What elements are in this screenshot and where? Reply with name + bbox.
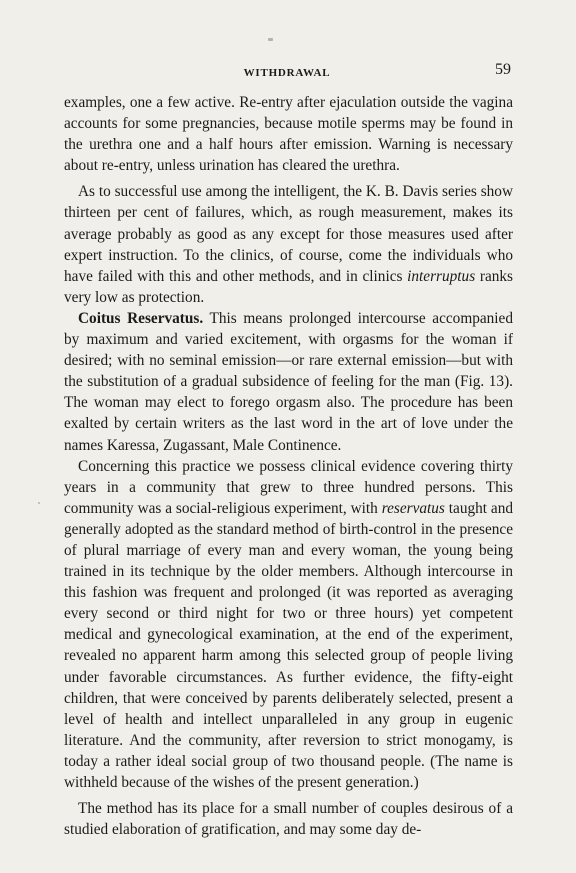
paragraph-text: examples, one a few active. Re-entry after ejaculation outside the vagina accounts for some pregnancies, because motile sperms may be found in the urethra one and a half hours after emission. Warning is necessary about re-entry, unless urination has cleared the urethra.: [64, 94, 513, 175]
paragraph-method-place: [64, 798, 513, 840]
paragraph-coitus-reservatus: [64, 308, 513, 456]
paragraph-text: As to successful use among the intelligent, the K. B. Davis series show thirteen per cent of failures, which, as rough measurement, makes its average probably as good as any except for those measures used after expert instruction. To the clinics, of course, come the individuals who have failed with this and other methods, and in clinics: [64, 183, 513, 285]
paper-speck: [268, 38, 273, 41]
paragraph-text: The method has its place for a small number of couples desirous of a studied elaboration of gratification, and may some day de-: [64, 800, 513, 839]
paragraph-text: taught and generally adopted as the standard method of birth-control in the presence of plural marriage of every man and every woman, the young being trained in its technique by the older members. Although intercourse in this fashion was frequent and prolonged (it was reported as averaging every second or third night for two or three hours) yet competent medical and gynecological examination, at the end of the experiment, revealed no apparent harm among this selected group of people living under favorable circumstances. As further evidence, the fifty-eight children, that were conceived by parents deliberately selected, present a level of health and intellect unparalleled in any group in eugenic literature. And the community, after reversion to strict monogamy, is today a rather ideal social group of two thousand people. (The name is withheld because of the wishes of the present generation.): [64, 499, 513, 791]
paragraph-text: This means prolonged intercourse accompanied by maximum and varied excitement, with orgasms for the woman if desired; with no seminal emission—or rare external emission—but with the substitution of a gradual subsidence of feeling for the man (Fig. 13). The woman may elect to forego orgasm also. The procedure has been exalted by certain writers as the last word in the art of love under the names Karessa, Zugassant, Male Continence.: [64, 309, 513, 454]
running-header: [63, 60, 511, 84]
running-title: WITHDRAWAL: [243, 67, 331, 79]
paragraph-text: Concerning this practice we possess clinical evidence covering thirty years in a community that grew to three hundred persons. This community was a social-religious experiment, with: [64, 457, 513, 517]
section-run-in-heading: Coitus Reservatus.: [78, 309, 204, 327]
paragraph-clinical-evidence: [64, 456, 513, 794]
paper-speck: [38, 502, 40, 504]
page-number: 59: [495, 61, 511, 78]
italic-term: reservatus: [381, 499, 445, 517]
paragraph-continuation: [64, 92, 513, 176]
italic-term: interruptus: [407, 267, 476, 285]
paragraph-text: ranks very low as protection.: [64, 267, 513, 306]
paragraph-davis-series: [64, 181, 513, 308]
body-text: [64, 92, 513, 840]
